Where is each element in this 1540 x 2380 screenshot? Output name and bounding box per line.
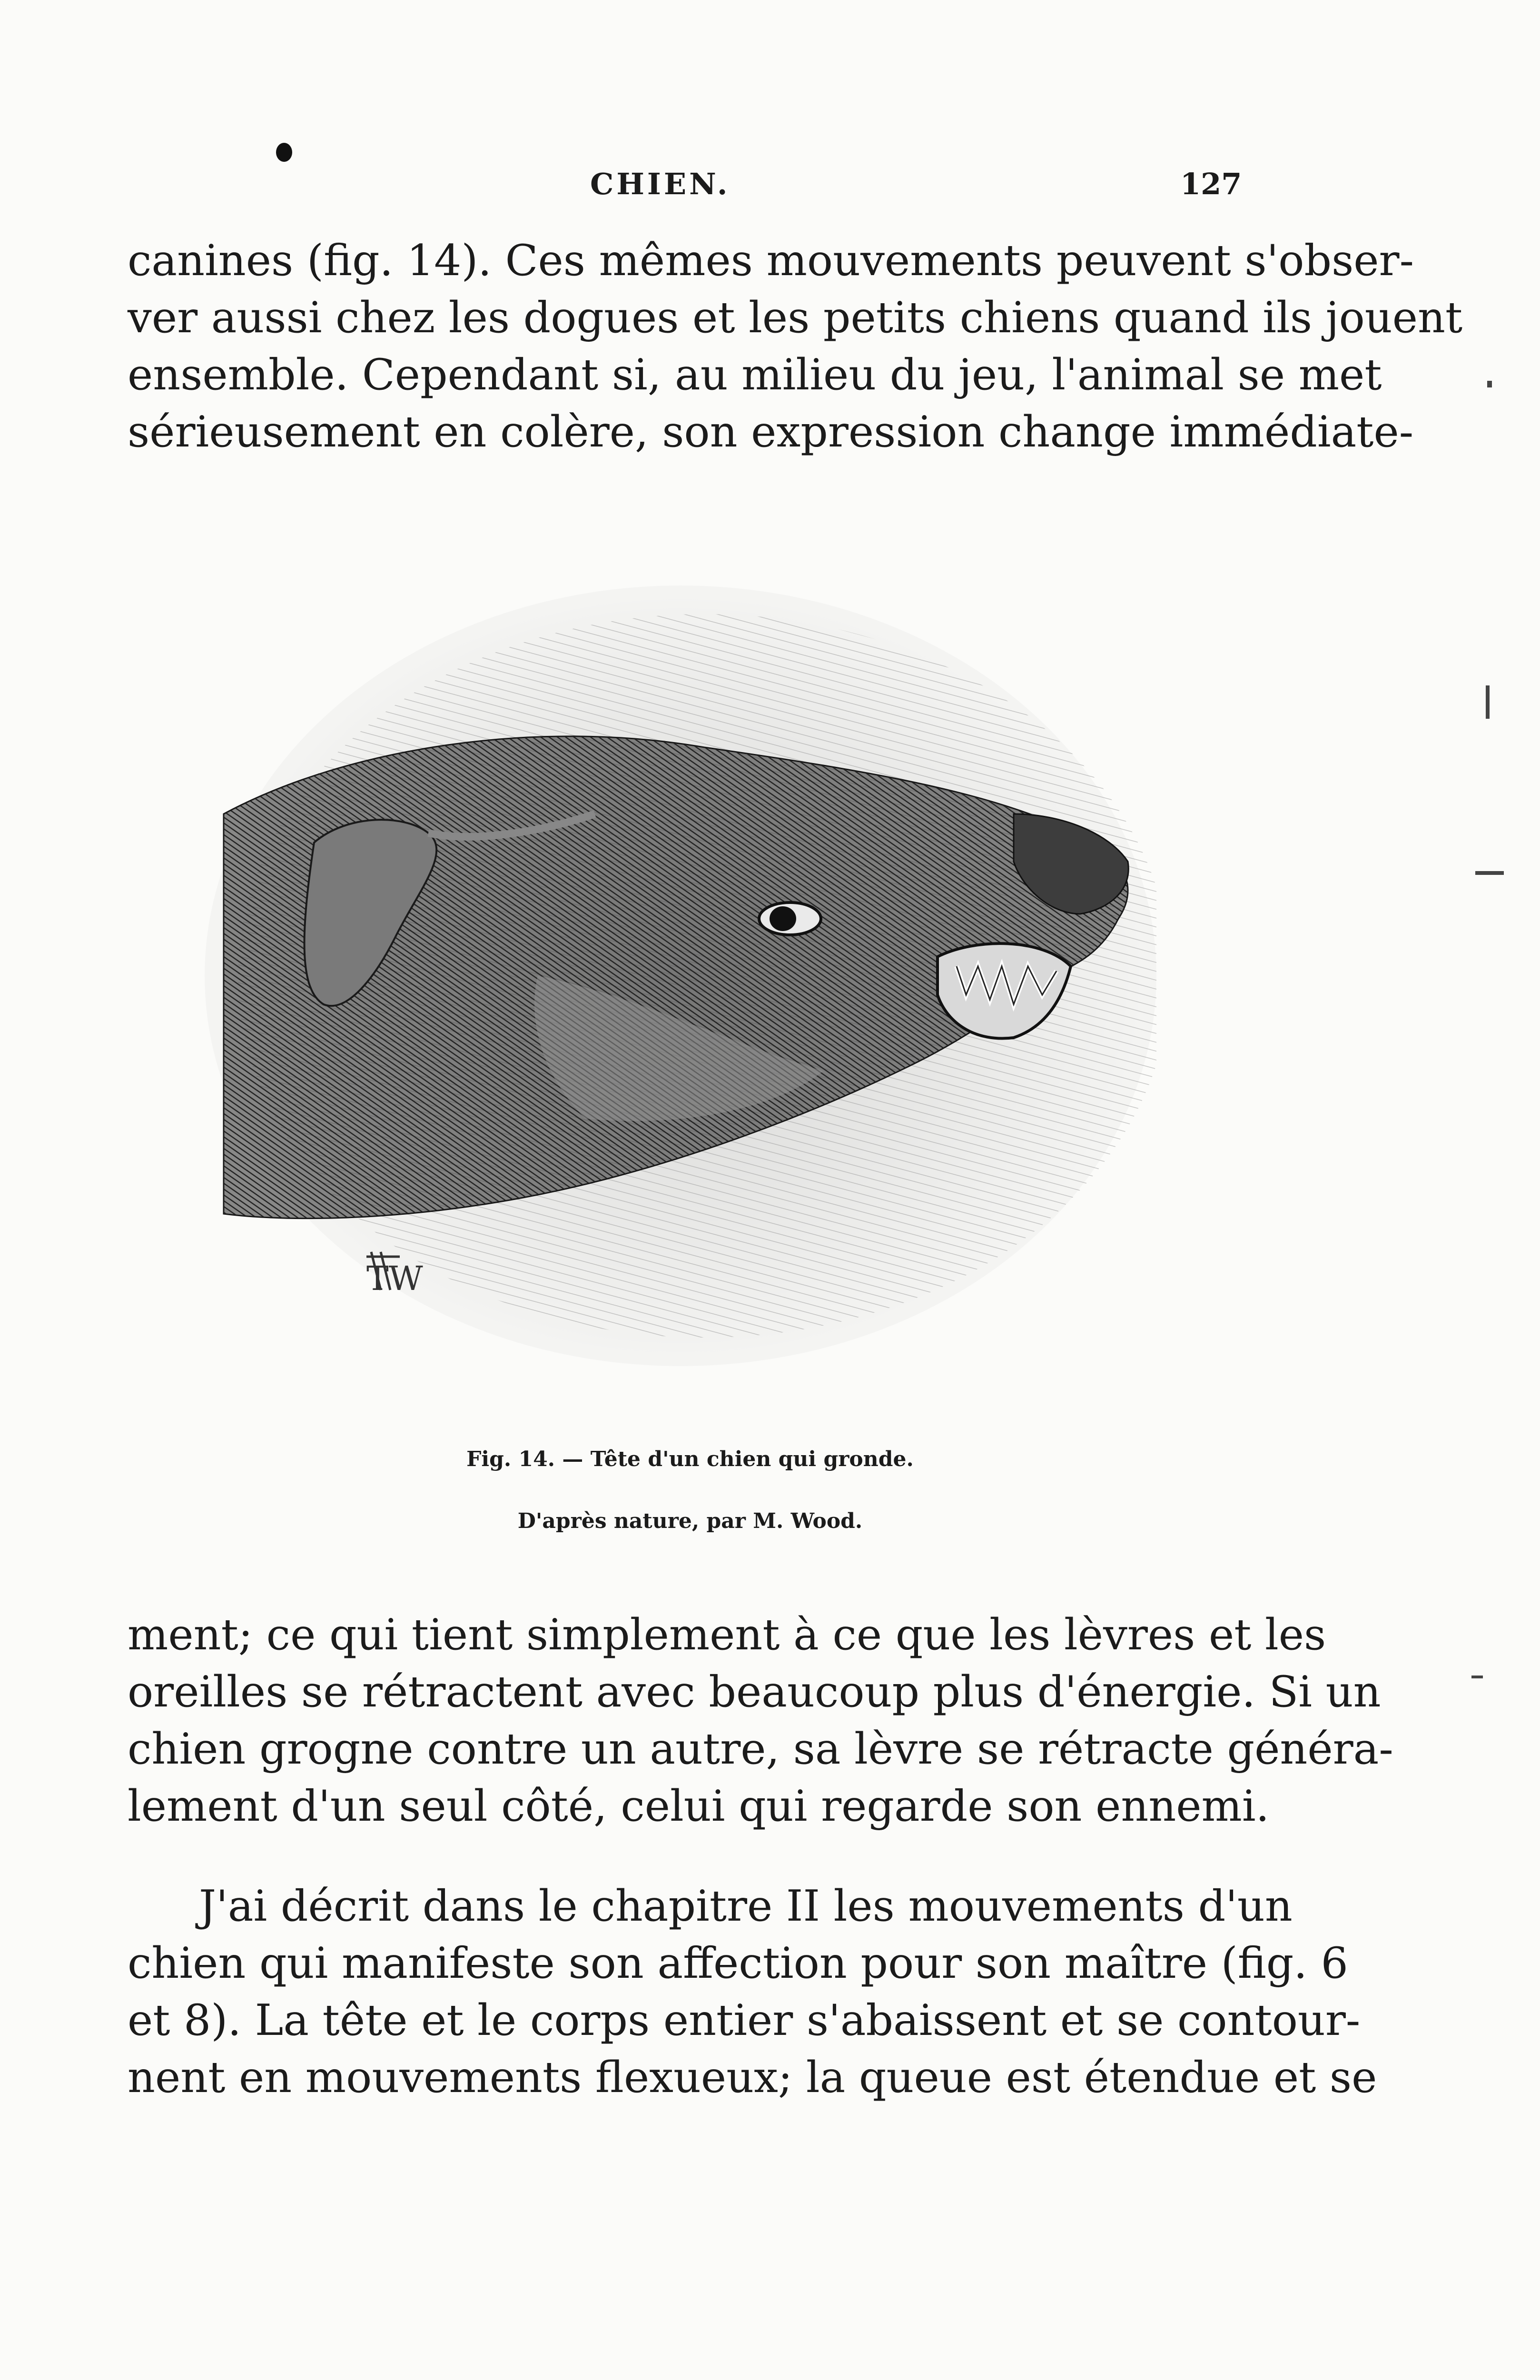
text-line: chien qui manifeste son affection pour son maître (fig. 6 — [128, 1938, 1348, 1988]
figure-credit: D'après nature, par M. Wood. — [517, 1509, 863, 1533]
text-line: J'ai décrit dans le chapitre II les mouvements d'un — [199, 1881, 1293, 1931]
page-number: 127 — [1180, 167, 1242, 201]
text-line: oreilles se rétractent avec beaucoup plus d'énergie. Si un — [128, 1667, 1381, 1717]
margin-mark — [1475, 871, 1504, 875]
paragraph-1 — [128, 232, 1463, 461]
paragraph-2 — [128, 1606, 1393, 1835]
dog-head-engraving — [205, 547, 1156, 1404]
ink-dot — [276, 143, 292, 162]
text-line: nent en mouvements flexueux; la queue est étendue et se — [128, 2053, 1377, 2102]
running-header: CHIEN. — [590, 167, 731, 201]
text-line: ment; ce qui tient simplement à ce que les lèvres et les — [128, 1610, 1326, 1660]
margin-mark — [1471, 1676, 1483, 1678]
margin-mark — [1487, 381, 1492, 387]
text-line: sérieusement en colère, son expression change immédiate- — [128, 407, 1414, 457]
text-line: et 8). La tête et le corps entier s'abaissent et se contour- — [128, 1995, 1361, 2045]
text-line: chien grogne contre un autre, sa lèvre se rétracte généra- — [128, 1724, 1393, 1774]
text-line: ver aussi chez les dogues et les petits chiens quand ils jouent — [128, 293, 1463, 343]
margin-mark — [1486, 685, 1490, 719]
text-line: ensemble. Cependant si, au milieu du jeu, l'animal se met — [128, 350, 1382, 400]
paragraph-3 — [128, 1878, 1377, 2106]
engraver-monogram: TW — [366, 1259, 423, 1298]
text-line: lement d'un seul côté, celui qui regarde son ennemi. — [128, 1781, 1270, 1831]
text-line: canines (fig. 14). Ces mêmes mouvements peuvent s'obser- — [128, 236, 1414, 286]
figure-caption: Fig. 14. — Tête d'un chien qui gronde. — [466, 1447, 914, 1471]
